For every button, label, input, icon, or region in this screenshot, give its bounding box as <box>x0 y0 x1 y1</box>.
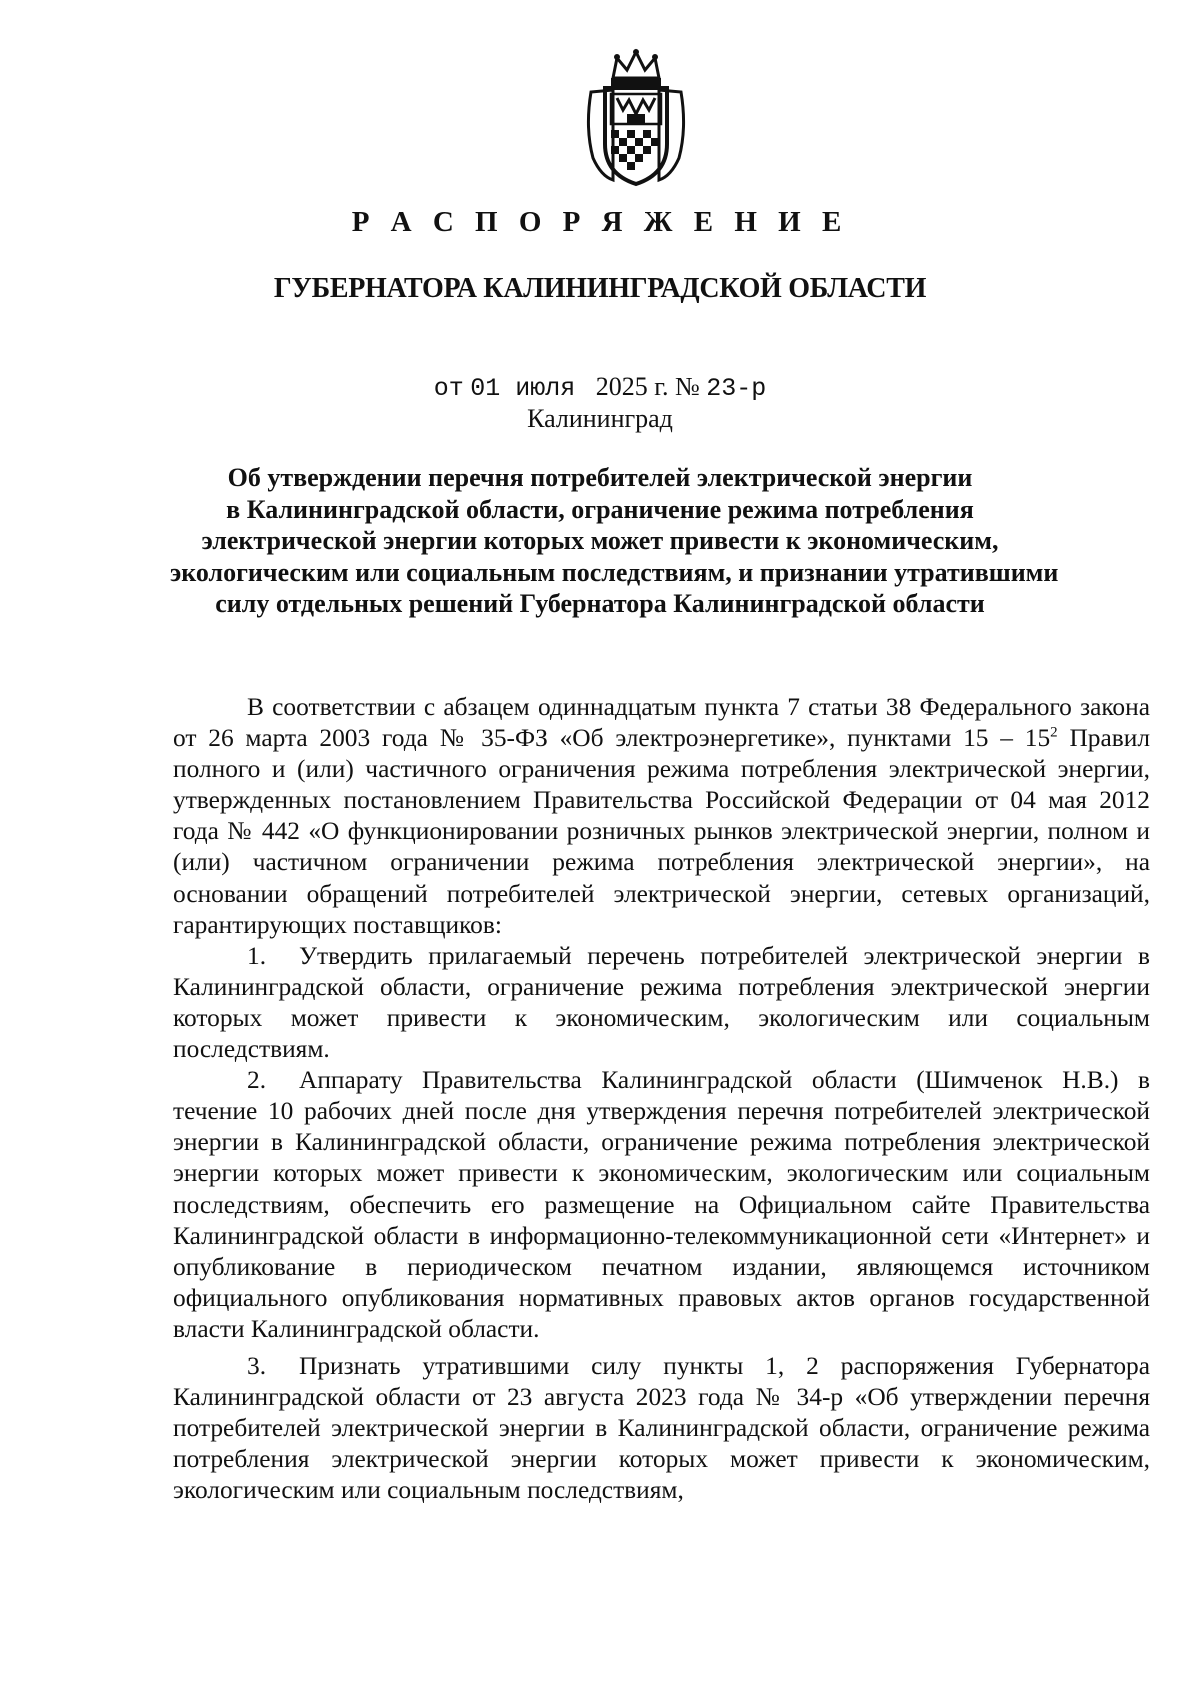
preamble-text: В соответствии с абзацем одиннадцатым пункта 7 статьи 38 Федерального закона от 26 марта 2003 года № 35-ФЗ «Об электроэнергетике», пунктами 15 – 15 <box>173 693 1150 753</box>
issuing-authority: ГУБЕРНАТОРА КАЛИНИНГРАДСКОЙ ОБЛАСТИ <box>273 273 927 304</box>
number-sign: № <box>674 372 700 401</box>
date-day-month: 01 июля <box>470 374 576 403</box>
item-text: Признать утратившими силу пункты 1, 2 распоряжения Губернатора Калининградской области от 23 августа 2023 года № 34-р «Об утверждении перечня потребителей электрической энергии в Калининградской области, ограничение режима потребления электрической энергии которых может привести к экономическим, экологическим или социальным последствиям, <box>173 1351 1150 1505</box>
date-number-line <box>0 372 1200 403</box>
preamble-paragraph <box>173 692 1150 941</box>
list-item <box>173 1351 1150 1506</box>
item-number: 2. <box>247 1066 267 1095</box>
subject-line: экологическим или социальным последствиям, и признании утратившими <box>170 557 1059 587</box>
document-subject <box>170 462 1059 620</box>
date-year: 2025 г. <box>595 372 669 401</box>
subject-line: Об утверждении перечня потребителей электрической энергии <box>227 463 973 492</box>
subject-line: в Калининградской области, ограничение режима потребления <box>226 494 974 524</box>
preamble-superscript: 2 <box>1050 724 1058 741</box>
list-item <box>173 1065 1150 1345</box>
preamble-text-continued: Правил полного и (или) частичного ограничения режима потребления электрической энергии, утвержденных постановлением Правительства Российской Федерации от 04 мая 2012 года № 442 «О функционировании розничных рынков электрической энергии, полном и (или) частичном ограничении режима потребления электрической энергии», на основании обращений потребителей электрической энергии, сетевых организаций, гарантирующих поставщиков: <box>173 724 1150 939</box>
date-prefix: от <box>433 374 464 403</box>
city: Калининград <box>527 404 673 433</box>
item-number: 1. <box>247 941 267 970</box>
item-number: 3. <box>247 1351 267 1380</box>
item-text: Утвердить прилагаемый перечень потребителей электрической энергии в Калининградской области, ограничение режима потребления электрической энергии которых может привести к экономическим, экологическим или социальным последствиям. <box>173 941 1150 1064</box>
item-text: Аппарату Правительства Калининградской области (Шимченок Н.В.) в течение 10 рабочих дней после дня утверждения перечня потребителей электрической энергии в Калининградской области, ограничение режима потребления электрической энергии которых может привести к экономическим, экологическим или социальным последствиям, обеспечить его размещение на Официальном сайте Правительства Калининградской области в информационно-телекоммуникационной сети «Интернет» и опубликование в периодическом печатном издании, являющемся источником официального опубликования нормативных правовых актов органов государственной власти Калининградской области. <box>173 1066 1150 1343</box>
document-number: 23-р <box>706 374 767 403</box>
subject-line: электрической энергии которых может привести к экономическим, <box>201 526 999 555</box>
document-body <box>173 692 1150 1506</box>
subject-line: силу отдельных решений Губернатора Калининградской области <box>215 589 985 618</box>
coat-of-arms-icon <box>583 48 689 188</box>
list-item <box>173 941 1150 1065</box>
document-type-title: Р А С П О Р Я Ж Е Н И Е <box>351 206 849 238</box>
